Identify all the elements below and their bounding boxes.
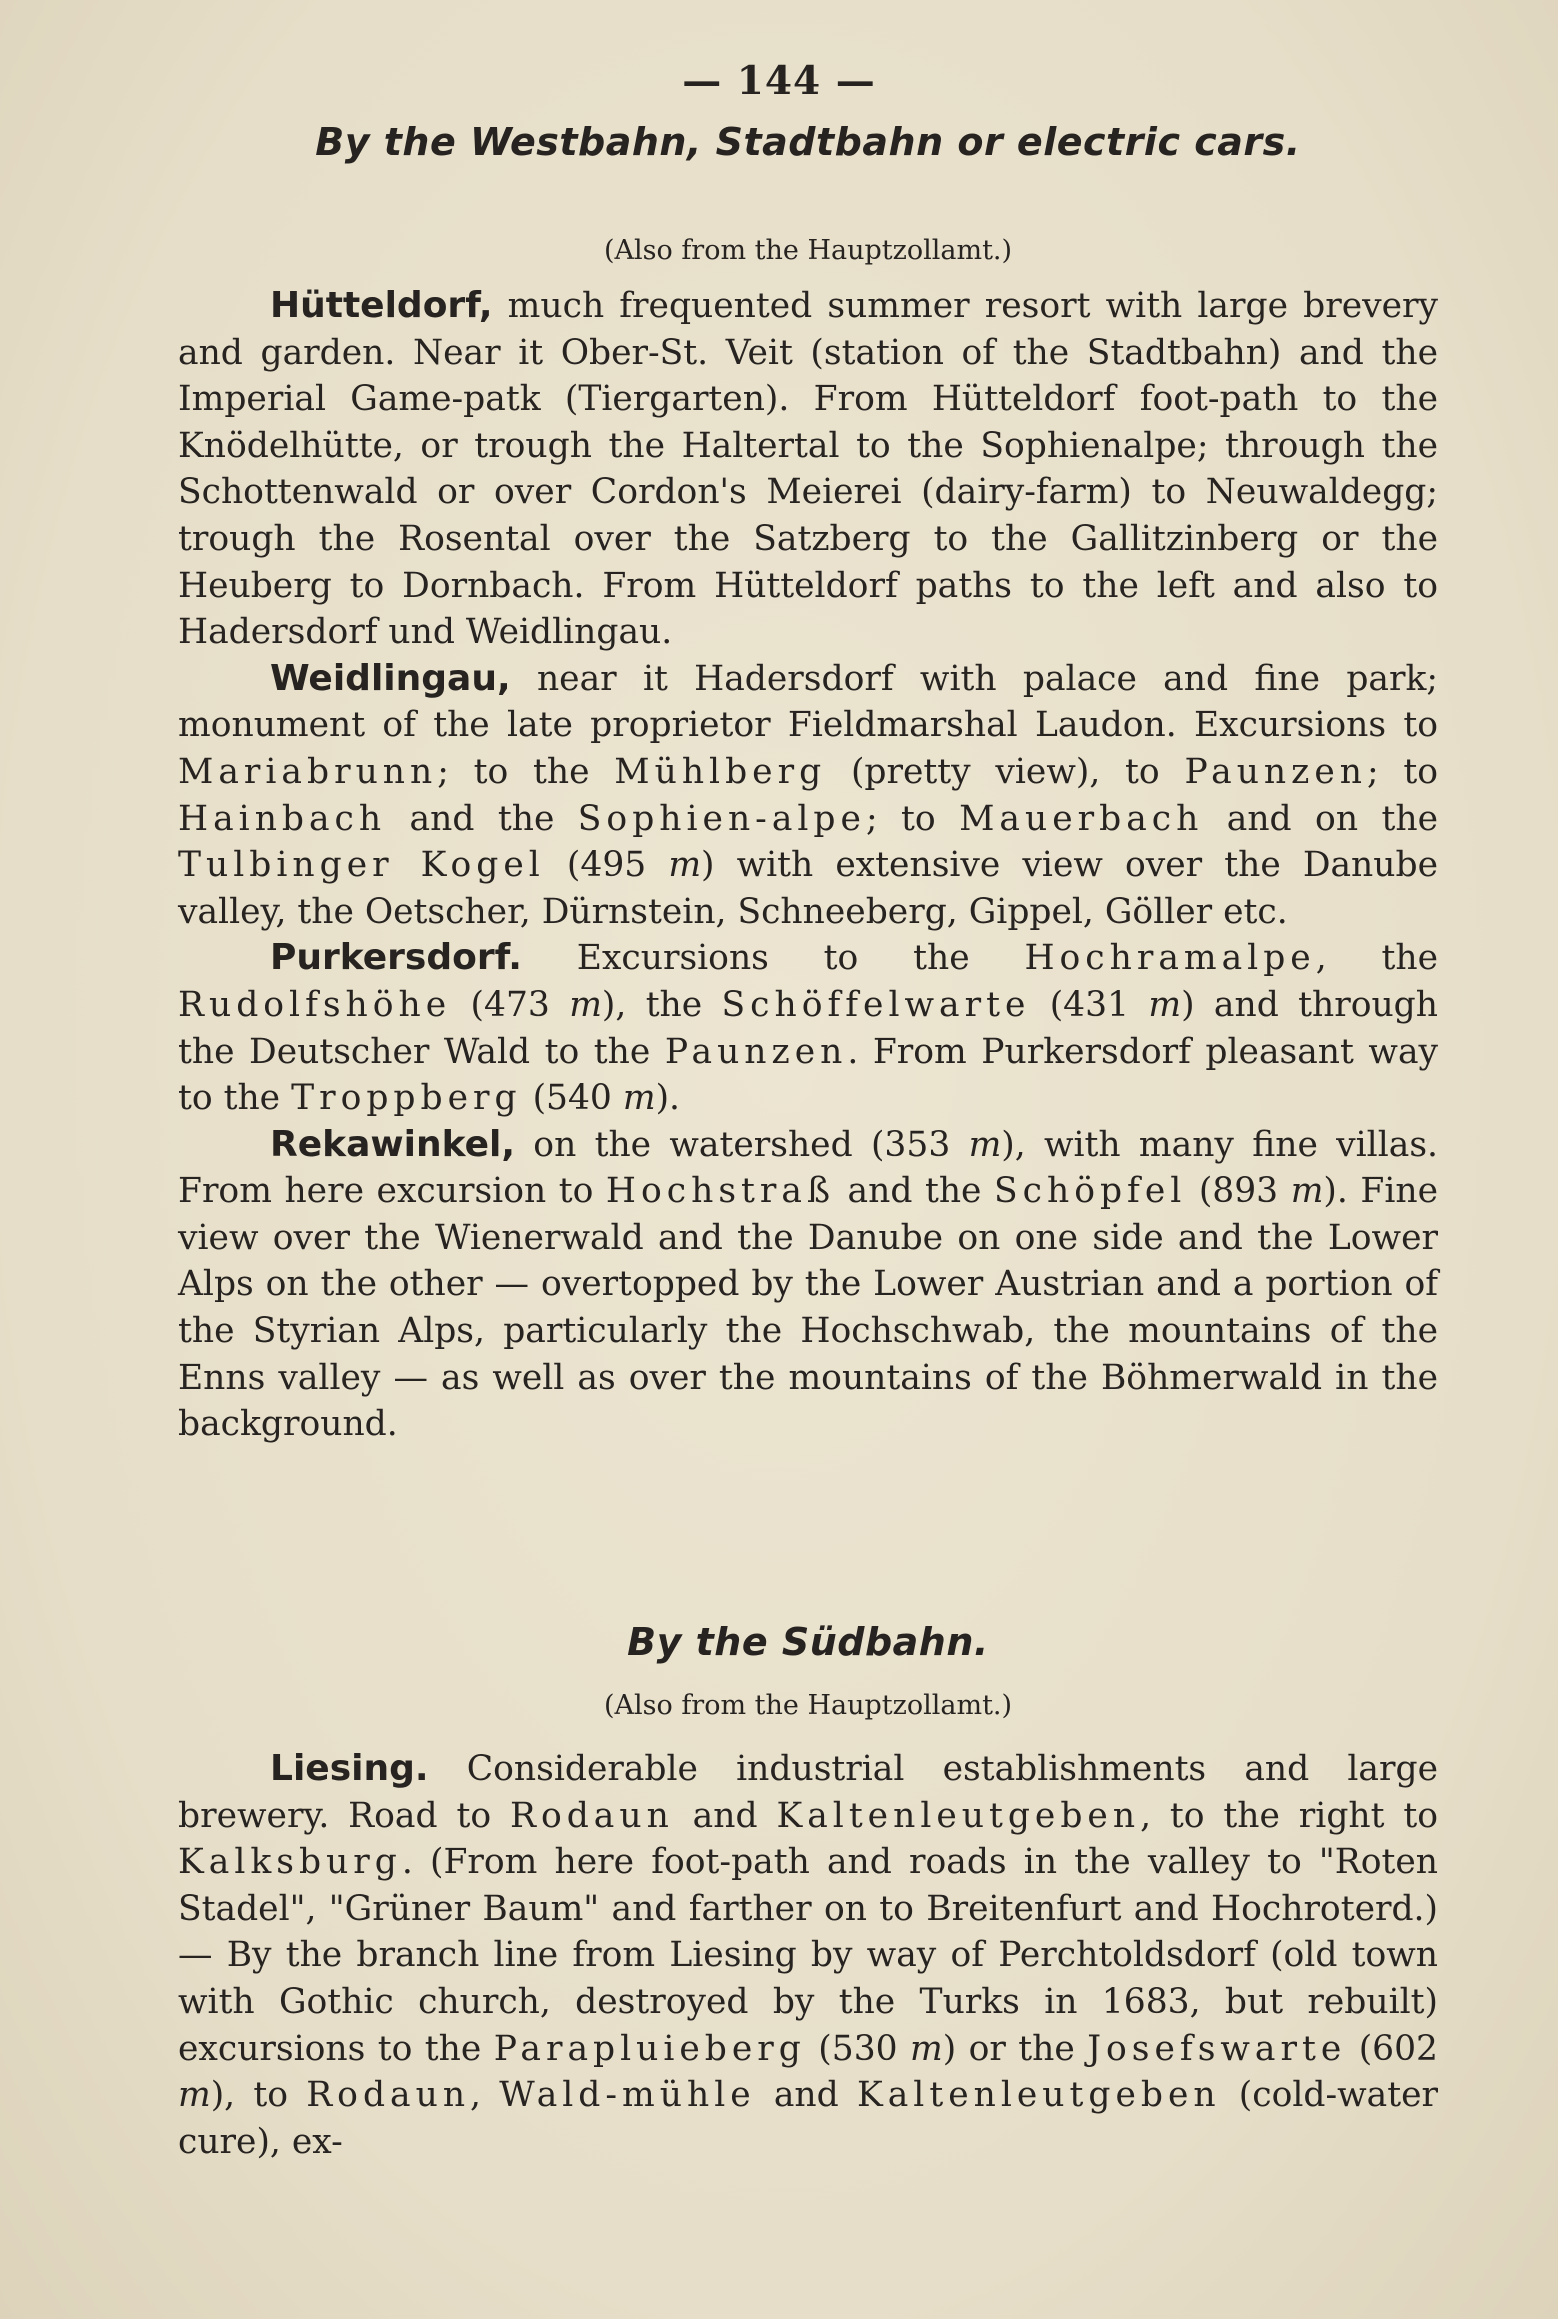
spaced-place-name: Rodaun <box>509 1795 674 1836</box>
paragraph-text: ), with many fine villas. From here excursion to <box>178 1124 1438 1212</box>
spaced-place-name: Mühlberg <box>614 751 827 792</box>
paragraph-text: , to the right to <box>1140 1795 1438 1836</box>
paragraph-text: (495 <box>544 845 669 886</box>
paragraph-text: (540 <box>521 1078 623 1119</box>
unit-metres: m <box>178 2075 211 2116</box>
paragraph-text: , <box>470 2075 500 2116</box>
place-name: Purkersdorf. <box>270 937 522 979</box>
unit-metres: m <box>968 1124 1002 1165</box>
spaced-place-name: Hochstraß <box>605 1171 835 1212</box>
section-heading-westbahn: By the Westbahn, Stadtbahn or electric cars. <box>315 120 1301 164</box>
spaced-place-name: Rodaun <box>306 2075 471 2116</box>
spaced-place-name: Mauerbach <box>959 798 1204 839</box>
paragraph-text: ; to <box>1366 751 1438 792</box>
spaced-place-name: Troppberg <box>291 1078 522 1119</box>
spaced-place-name: Schöffelwarte <box>721 984 1031 1025</box>
spaced-place-name: Hainbach <box>178 798 387 839</box>
spaced-place-name: Sophien-alpe <box>577 798 866 839</box>
paragraph-text: ; to <box>865 798 960 839</box>
spaced-place-name: Schöpfel <box>994 1171 1187 1212</box>
paragraph-text: much frequented summer resort with large brevery and garden. Near it Ober-St. Veit (station of the Stadtbahn) and the Imperial Game-patk (Tiergarten). From Hütteldorf foot-path to the Knödelhütte, or trough the Haltertal to the Sophienalpe; through the Schottenwald or over Cordon's Meierei (dairy-farm) to Neuwaldegg; trough the Rosental over the Satzberg to the Gallitzinberg or the Heuberg to Dornbach. From Hütteldorf paths to the left and also to Hadersdorf und Weidlingau. <box>178 286 1438 653</box>
paragraph-text: on the watershed (353 <box>515 1124 969 1165</box>
paragraph-text: Excursions to the <box>521 938 1025 979</box>
spaced-place-name: Rudolfshöhe <box>178 984 452 1025</box>
paragraph-text: (473 <box>451 984 570 1025</box>
spaced-place-name: Kalksburg <box>178 1842 402 1883</box>
section-body-suedbahn <box>178 1746 1438 2165</box>
paragraph-text: (pretty view), to <box>826 751 1185 792</box>
page-number: — 144 — <box>682 58 876 104</box>
paragraph-rekawinkel <box>178 1122 1438 1448</box>
place-name: Rekawinkel, <box>270 1123 516 1165</box>
unit-metres: m <box>1148 984 1182 1025</box>
paragraph-text: (602 <box>1346 2028 1439 2069</box>
section-subheading-suedbahn: (Also from the Hauptzollamt.) <box>603 1690 1013 1721</box>
unit-metres: m <box>668 845 702 886</box>
paragraph-text: . (From here foot-path and roads in the valley to "Roten Stadel", "Grüner Baum" and farther on to Breitenfurt and Hochroterd.) — By the branch line from Liesing by way of Perchtoldsdorf (old town with Gothic church, destroyed by the Turks in 1683, but rebuilt) excursions to the <box>178 1842 1438 2069</box>
spaced-place-name: Tulbinger Kogel <box>178 845 545 886</box>
paragraph-liesing <box>178 1746 1438 2165</box>
paragraph-text: (530 <box>805 2028 911 2069</box>
paragraph-text: ; to the <box>437 751 615 792</box>
spaced-place-name: Hochramalpe <box>1024 938 1316 979</box>
paragraph-text: ) and through the Deutscher Wald to the <box>178 984 1438 1072</box>
paragraph-text: ), the <box>601 984 722 1025</box>
paragraph-text: (cold-water cure), ex- <box>178 2075 1439 2162</box>
paragraph-text: ) with extensive view over the Danube valley, the Oetscher, Dürnstein, Schneeberg, Gippel, Göller etc. <box>178 845 1438 932</box>
spaced-place-name: Mariabrunn <box>178 751 438 792</box>
paragraph-text: ) or the <box>942 2028 1088 2069</box>
paragraph-text: and the <box>386 798 578 839</box>
section-body-westbahn <box>178 283 1438 1448</box>
unit-metres: m <box>910 2028 943 2069</box>
unit-metres: m <box>1290 1171 1324 1212</box>
paragraph-purkersdorf <box>178 935 1438 1121</box>
place-name: Liesing. <box>270 1748 429 1789</box>
paragraph-text: (431 <box>1030 984 1149 1025</box>
paragraph-text: near it Hadersdorf with palace and fine park; monument of the late proprietor Fieldmarshal Laudon. Excursions to <box>178 658 1438 746</box>
paragraph-text: ). Fine view over the Wienerwald and the Danube on one side and the Lower Alps on the other — overtopped by the Lower Austrian and a portion of the Styrian Alps, particularly the Hochschwab, the mountains of the Enns valley — as well as over the mountains of the Böhmerwald in the background. <box>178 1171 1438 1445</box>
paragraph-text: (893 <box>1186 1171 1291 1212</box>
paragraph-text: and on the <box>1203 798 1438 839</box>
paragraph-text: , the <box>1315 938 1438 979</box>
spaced-place-name: Paunzen <box>1184 751 1367 792</box>
paragraph-text: and the <box>835 1171 995 1212</box>
place-name: Weidlingau, <box>270 657 511 699</box>
paragraph-text: ). <box>655 1078 681 1119</box>
paragraph-huetteldorf <box>178 283 1438 656</box>
paragraph-text: Considerable industrial establishments and large brewery. Road to <box>178 1749 1438 1836</box>
spaced-place-name: Wald-mühle <box>499 2075 756 2116</box>
unit-metres: m <box>622 1078 656 1119</box>
paragraph-text: and <box>673 1795 777 1836</box>
unit-metres: m <box>569 984 602 1025</box>
spaced-place-name: Parapluieberg <box>493 2028 806 2069</box>
paragraph-text: ), to <box>210 2075 307 2116</box>
paragraph-weidlingau <box>178 656 1438 936</box>
spaced-place-name: Paunzen <box>664 1031 848 1072</box>
spaced-place-name: Josefswarte <box>1087 2028 1347 2069</box>
paragraph-text: and <box>755 2075 857 2116</box>
spaced-place-name: Kaltenleutgeben <box>776 1795 1141 1836</box>
place-name: Hütteldorf, <box>270 285 493 326</box>
section-subheading-westbahn: (Also from the Hauptzollamt.) <box>603 235 1013 266</box>
spaced-place-name: Kaltenleutgeben <box>856 2075 1221 2116</box>
section-heading-suedbahn: By the Südbahn. <box>627 1620 989 1664</box>
paragraph-text: . From Purkersdorf pleasant way to the <box>178 1031 1439 1119</box>
